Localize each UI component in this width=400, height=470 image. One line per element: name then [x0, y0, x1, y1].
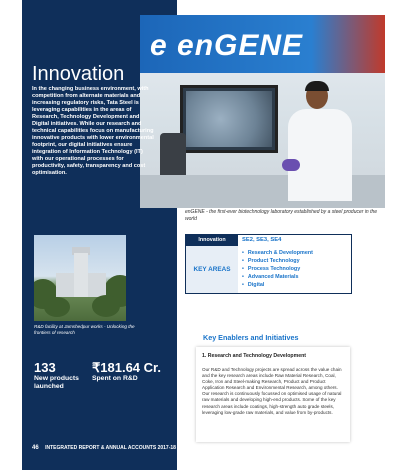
- page-number: 46: [32, 445, 39, 451]
- card-title: 1. Research and Technology Development: [202, 353, 306, 359]
- lab-banner-text: e enGENE: [150, 29, 304, 62]
- stat-value: ₹181.64 Cr.: [92, 360, 161, 375]
- section-intro: In the changing business environment, with competition from alternate materials and increasing regulatory risks, Tata Steel is leveraging capabilities in the areas of Research, Technology Development and Digital initiatives. While our research and technical capabilities focus on manufacturing innovative products with lower environmental footprint, our digital initiatives ensure integration of Information Technology (IT) with our operational processes for productivity, safety, transparency and cost optimisation.: [32, 86, 154, 176]
- stat-label: Spent on R&D: [92, 375, 138, 382]
- list-item: • Product Technology: [242, 257, 350, 265]
- page-footer: [32, 445, 208, 451]
- stat-new-products: [34, 360, 94, 391]
- key-areas-list: [242, 249, 350, 289]
- stat-label: New products launched: [34, 375, 79, 390]
- list-item: • Advanced Materials: [242, 273, 350, 281]
- list-item: • Research & Development: [242, 249, 350, 257]
- enablers-heading: Key Enablers and Initiatives: [203, 333, 299, 342]
- rnd-building-caption: R&D facility at Jamshedpur works - Unlocking the frontiers of research: [34, 324, 135, 335]
- lab-photo: [140, 15, 385, 208]
- research-card: [196, 347, 350, 442]
- stat-rnd-spend: [92, 360, 161, 383]
- section-title: Innovation: [32, 63, 125, 85]
- list-item: • Digital: [242, 281, 350, 289]
- lab-photo-caption: enGENE - the first-ever biotechnology laboratory established by a steel producer in the world: [185, 209, 378, 222]
- monitor-graphic: [180, 85, 278, 153]
- stat-value: 133: [34, 360, 56, 375]
- scientist-graphic: [280, 81, 360, 201]
- innovation-table: [185, 234, 352, 294]
- table-header-value: SE2, SE3, SE4: [238, 235, 351, 246]
- key-areas-label: KEY AREAS: [186, 246, 238, 293]
- microscope-graphic: [160, 133, 186, 181]
- card-body: Our R&D and Technology projects are spread across the value chain and the key research areas include Raw Material Research, Coal, Coke, Iron and Steel-making Research, Product and Product Application Research and Environmental Research, among others. Our research is continuously focussed on optimised usage of natural raw materials and developing high-end products. Some of the key research areas include coatings, high-strength auto grade steels, leveraging low-grade raw materials, and value from by-products.: [202, 367, 342, 415]
- list-item: • Process Technology: [242, 265, 350, 273]
- table-header-label: Innovation: [186, 235, 238, 246]
- rnd-building-photo: [34, 235, 126, 321]
- footer-text: INTEGRATED REPORT & ANNUAL ACCOUNTS 2017-18 | 111th YEAR: [45, 445, 208, 451]
